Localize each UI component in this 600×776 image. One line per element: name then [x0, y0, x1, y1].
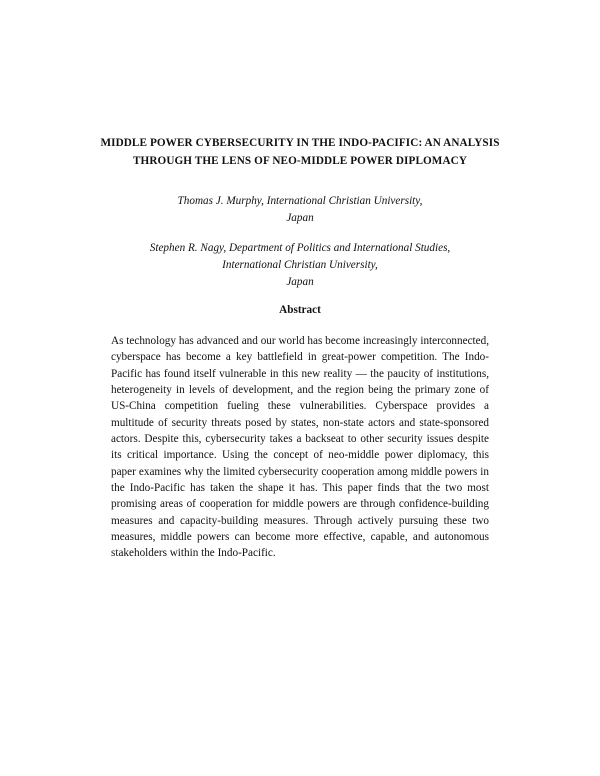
paper-title: MIDDLE POWER CYBERSECURITY IN THE INDO-PACIFIC: AN ANALYSIS THROUGH THE LENS OF NEO-MIDDLE POWER DIPLOMACY — [100, 137, 500, 167]
author-country-line: Japan — [286, 276, 314, 288]
author-country-line: Japan — [286, 212, 314, 224]
abstract-text: As technology has advanced and our world has become increasingly interconnected, cyberspace has become a key battlefield in great-power competition. The Indo-Pacific has found itself vulnerable in this new reality — the paucity of institutions, heterogeneity in levels of development, and the region being the primary zone of US-China competition fueling these vulnerabilities. Cyberspace provides a multitude of security threats posed by states, non-state actors and state-sponsored actors. Despite this, cybersecurity takes a backseat to other security issues despite its critical importance. Using the concept of neo-middle power diplomacy, this paper examines why the limited cybersecurity cooperation among middle powers in the Indo-Pacific has taken the shape it has. This paper finds that the two most promising areas of cooperation for middle powers are through confidence-building measures and capacity-building measures. Through actively pursuing these two measures, middle powers can become more effective, capable, and autonomous stakeholders within the Indo-Pacific. — [111, 335, 489, 560]
author-block-murphy — [100, 193, 500, 227]
author-block-nagy — [100, 240, 500, 291]
abstract-heading: Abstract — [279, 304, 321, 316]
author-affiliation-line: Stephen R. Nagy, Department of Politics and International Studies, — [149, 242, 451, 254]
author-affiliation-line: Thomas J. Murphy, International Christian University, — [177, 195, 423, 207]
author-institution-line: International Christian University, — [222, 259, 378, 271]
